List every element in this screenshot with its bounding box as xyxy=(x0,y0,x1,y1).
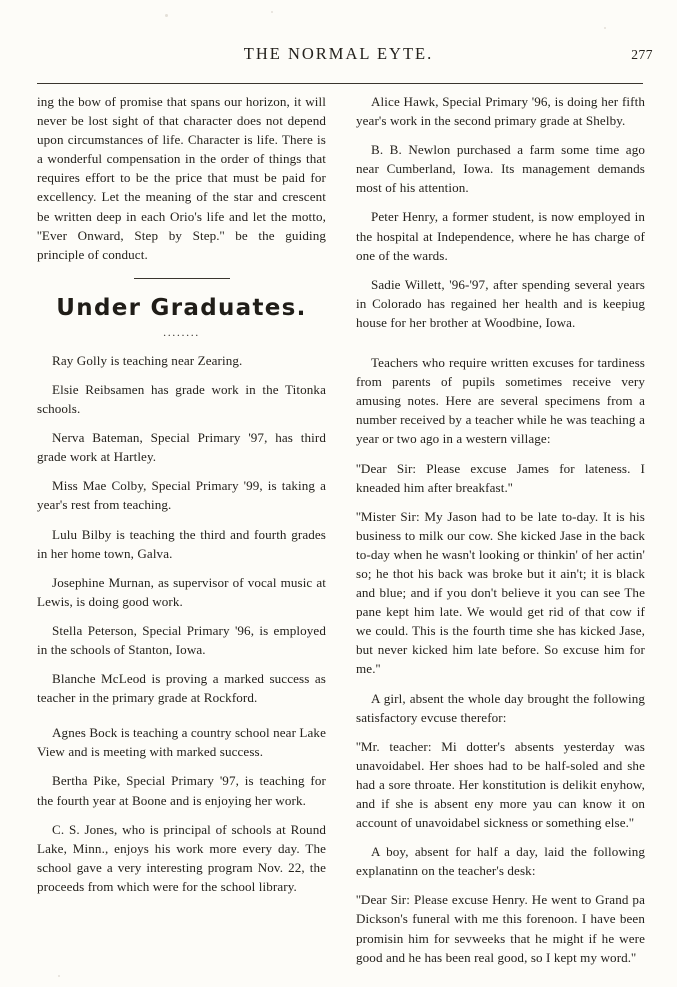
excuse-note: ''Dear Sir: Please excuse James for lateness. I kneaded him after breakfast.'' xyxy=(356,460,645,495)
spacer xyxy=(356,342,645,353)
scan-speck xyxy=(604,27,606,29)
news-item: Lulu Bilby is teaching the third and fourth grades in her home town, Galva. xyxy=(37,526,326,561)
dot-rule: ........ xyxy=(163,324,200,339)
scan-speck xyxy=(271,11,273,13)
news-item: B. B. Newlon purchased a farm some time ago near Cumberland, Iowa. Its management demands most of his attention. xyxy=(356,142,645,196)
boy-absence-note: ''Dеar Sir: Please excuse Henry. He went to Grand pa Dickson's funeral with me this forenoon. I have been promisin him for sevweeks that he might if he were good and he has been real good, so I kept my word.'' xyxy=(356,892,645,965)
page-header xyxy=(0,44,677,64)
excuse-note: ''Mister Sir: My Jason had to be late to-day. It is his business to milk our cow. She kicked Jase in the back to-day when he wasn't looking or thinkin' of her actin' so; he thot his back was broke but it ain't; it is black and blue; and if you don't believe it you can see The pane kept him late. We would get rid of that cow if we could. This is the fourth time she has kicked Jase, but never kicked him late before. So excuse him for me.'' xyxy=(356,508,645,677)
boy-absence-lead: A boy, absent for half a day, laid the following explanatinn on the teacher's desk: xyxy=(356,844,645,879)
scan-speck xyxy=(58,975,60,977)
news-item: Blanche McLeod is proving a marked success as teacher in the primary grade at Rockford. xyxy=(37,671,326,706)
news-item: Alice Hawk, Special Primary '96, is doing her fifth year's work in the second primary grade at Shelby. xyxy=(356,94,645,129)
section-heading: Under Graduates. xyxy=(56,294,307,321)
news-item: Sadie Willett, '96-'97, after spending several years in Colorado has regained her health and is keepiug house for her brother at Woodbine, Iowa. xyxy=(356,276,645,330)
news-item: C. S. Jones, who is principal of schools at Round Lake, Minn., enjoys his work more every day. The school gave a very interesting program Nov. 22, the proceeds from which were for the school library. xyxy=(37,821,326,894)
news-item: Josephine Murnan, as supervisor of vocal music at Lewis, is doing good work. xyxy=(37,574,326,609)
continued-paragraph: ing the bow of promise that spans our horizon, it will never be lost sight of that character does not depend upon circumstances of life. Character is life. There is a wonderful compensation in the order of things that requires effort to be the price that must be paid for excellency. Let the meaning of the star and crescent be written deep in each Orio's life and let the motto, ''Ever Onward, Step by Step.'' be the guiding principle of conduct. xyxy=(37,94,326,262)
section-divider xyxy=(134,278,230,279)
news-item: Stella Peterson, Special Primary '96, is employed in the schools of Stanton, Iowa. xyxy=(37,622,326,657)
girl-absence-note: ''Mr. teacher: Mi dotter's absents yesterday was unavoidabel. Her shoes had to be half-soled and she had a sore throate. Her konstitution is delikit enyhow, and if she is absent eny more yau can know it on account of unavoidabel sickness or something else.'' xyxy=(356,738,645,831)
page-number: 277 xyxy=(631,47,653,62)
header-divider xyxy=(37,83,643,84)
excuses-intro: Teachers who require written excuses for tardiness from parents of pupils sometimes receive very amusing notes. Here are several specimens from a number received by a teacher while he was teaching a year or two ago in a western village: xyxy=(356,355,645,447)
publication-title: THE NORMAL EYTE. xyxy=(243,44,434,63)
girl-absence-lead: A girl, absent the whole day brought the following satisfactory evcuse therefor: xyxy=(356,690,645,725)
news-item: Elsie Reibsamen has grade work in the Titonka schools. xyxy=(37,381,326,417)
news-item: Ray Golly is teaching near Zearing. xyxy=(52,352,243,368)
news-item: Peter Henry, a former student, is now employed in the hospital at Independence, where he has charge of one of the wards. xyxy=(356,209,645,263)
left-column xyxy=(37,92,326,972)
right-column xyxy=(356,92,645,972)
news-item: Nerva Bateman, Special Primary '97, has third grade work at Hartley. xyxy=(37,430,326,465)
news-item: Miss Mae Colby, Special Primary '99, is taking a year's rest from teaching. xyxy=(37,478,326,513)
scan-speck xyxy=(165,14,168,17)
news-item: Agnes Bock is teaching a country school near Lake View and is meeting with marked success. xyxy=(37,725,326,760)
news-item: Bertha Pike, Special Primary '97, is teaching for the fourth year at Boone and is enjoying her work. xyxy=(37,773,326,808)
body-columns xyxy=(37,92,645,972)
